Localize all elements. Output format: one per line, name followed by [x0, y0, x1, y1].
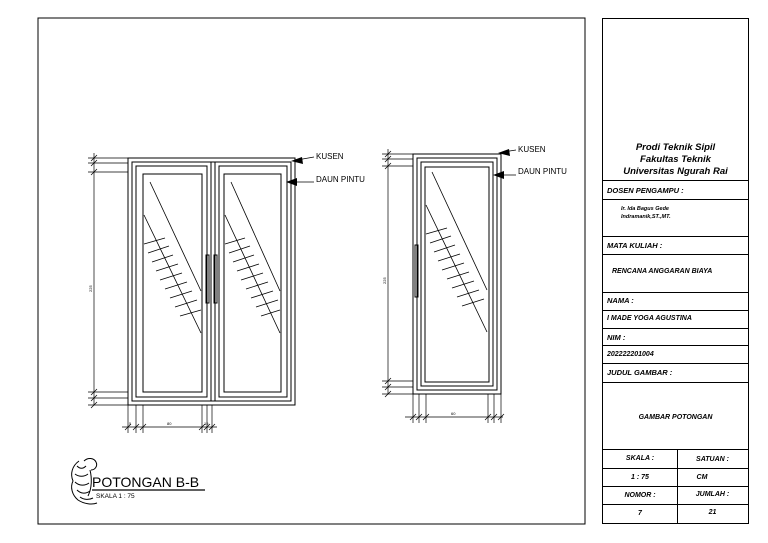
door-leaf-right	[219, 166, 287, 397]
unit-value: CM	[696, 474, 708, 481]
scale-label: SKALA :	[625, 455, 655, 462]
right-height-dimension	[382, 149, 413, 397]
glass-panel-left	[143, 174, 202, 392]
glass-reflection-left	[144, 182, 201, 333]
daun-pintu-label-right: DAUN PINTU	[518, 167, 567, 176]
lecturer-name-line2: Indramanik,ST.,MT.	[621, 214, 671, 220]
left-width-value: 80	[167, 421, 172, 426]
lecturer-name-line1: Ir. Ida Bagus Gede	[621, 206, 669, 212]
single-door-elevation	[413, 154, 501, 394]
right-height-value: 225	[382, 277, 387, 284]
section-title: POTONGAN B-B	[92, 474, 200, 490]
daun-pintu-label-left: DAUN PINTU	[316, 175, 365, 184]
glass-panel-right	[224, 174, 281, 392]
drawing-title-value: GAMBAR POTONGAN	[638, 414, 713, 421]
dim-small-b: 15	[204, 421, 209, 426]
lecturer-label: DOSEN PENGAMPU :	[607, 186, 684, 195]
number-label: NOMOR :	[624, 492, 656, 499]
section-scale: SKALA 1 : 75	[96, 493, 135, 500]
glass-reflection-right	[225, 182, 280, 333]
total-label: JUMLAH :	[695, 491, 730, 498]
nim-label: NIM :	[607, 333, 626, 342]
kusen-label-right: KUSEN	[518, 145, 546, 154]
right-width-dimension	[405, 394, 504, 423]
drawing-frame	[38, 18, 585, 524]
university-name: Universitas Ngurah Rai	[623, 166, 728, 177]
program-name: Prodi Teknik Sipil	[635, 142, 716, 153]
double-door-elevation	[128, 158, 295, 405]
unit-label: SATUAN :	[696, 456, 729, 463]
left-height-dimension	[88, 153, 128, 408]
faculty-name: Fakultas Teknik	[640, 154, 711, 165]
scale-value: 1 : 75	[631, 474, 649, 481]
course-label: MATA KULIAH :	[607, 241, 663, 250]
course-value: RENCANA ANGGARAN BIAYA	[612, 268, 713, 275]
title-block	[602, 18, 749, 524]
kusen-label-left: KUSEN	[316, 152, 344, 161]
number-value: 7	[638, 510, 642, 517]
door-leaf	[421, 162, 493, 386]
nim-value: 202222201004	[607, 351, 654, 358]
door-frame-outer	[413, 154, 501, 394]
glass-reflection	[426, 172, 487, 332]
name-label: NAMA :	[607, 296, 634, 305]
left-height-value: 225	[88, 285, 93, 292]
name-value: I MADE YOGA AGUSTINA	[607, 315, 692, 322]
drawing-title-label: JUDUL GAMBAR :	[607, 368, 673, 377]
left-width-dimension	[122, 405, 217, 433]
dim-small-a: 5	[129, 421, 132, 426]
left-leaders	[286, 157, 314, 186]
right-width-value: 60	[451, 411, 456, 416]
door-frame-inner	[417, 158, 497, 390]
total-value: 21	[708, 509, 717, 516]
